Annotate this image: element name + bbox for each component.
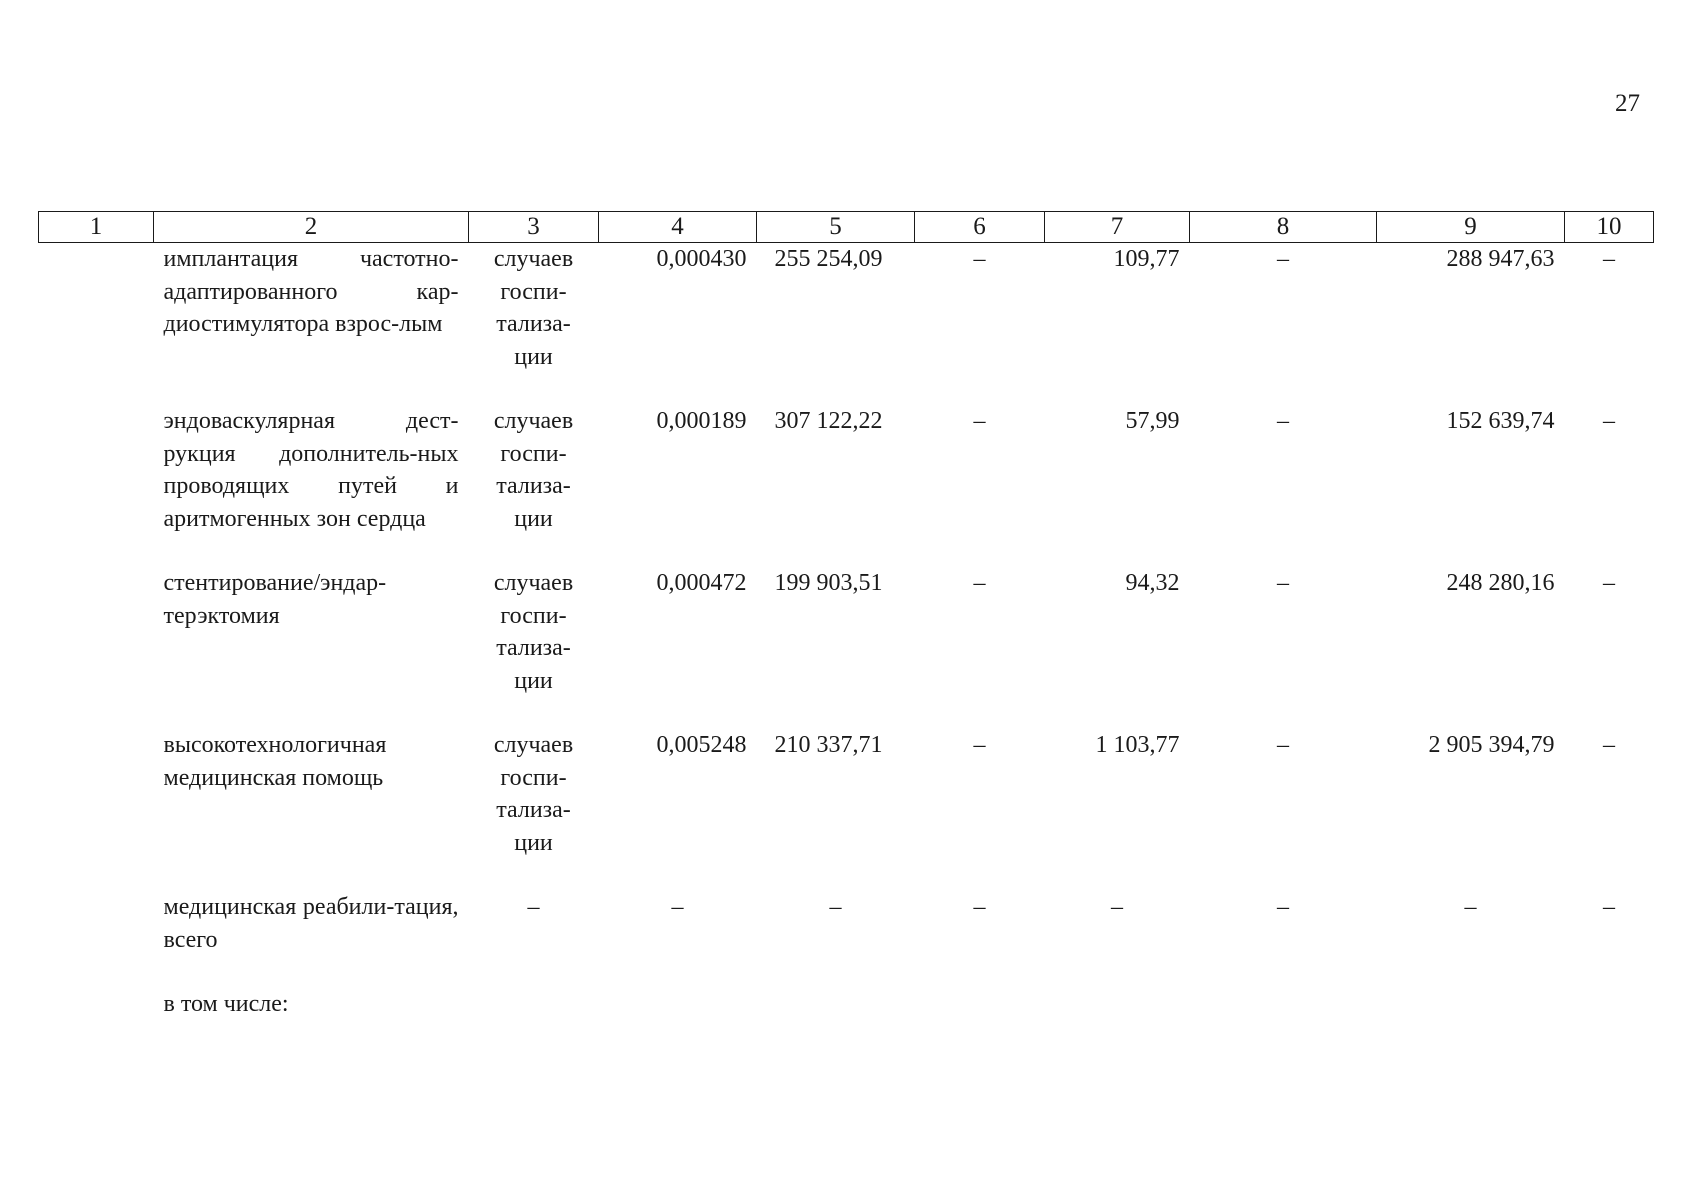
- row-col10: –: [1603, 894, 1615, 920]
- row-col8: –: [1277, 894, 1289, 920]
- row-col4: 0,005248: [656, 732, 747, 758]
- row-col10: –: [1603, 408, 1615, 434]
- header-cell-5: 5: [757, 212, 915, 243]
- table-row: [39, 243, 1654, 406]
- row-col8: –: [1277, 570, 1289, 596]
- subtotal-caption-row: [39, 988, 1654, 1021]
- header-cell-9: 9: [1377, 212, 1565, 243]
- header-cell-10: 10: [1565, 212, 1654, 243]
- row-unit: [469, 567, 599, 729]
- unit-line: тализа-: [496, 473, 571, 499]
- row-col9: –: [1464, 894, 1477, 920]
- row-empty-cell: [599, 988, 1654, 1021]
- row-col5: 210 337,71: [774, 732, 883, 758]
- unit-line: случаев: [493, 570, 574, 596]
- unit-line: госпи-: [500, 278, 567, 305]
- row-unit: [469, 243, 599, 406]
- row-col7: 109,77: [1113, 246, 1180, 272]
- unit-line: тализа-: [496, 797, 571, 823]
- row-col5: 255 254,09: [774, 246, 883, 272]
- row-col9: 288 947,63: [1446, 246, 1555, 272]
- row-col5: –: [829, 894, 842, 920]
- footer-caption: в том числе:: [163, 991, 289, 1017]
- header-cell-2: 2: [154, 212, 469, 243]
- row-col7: –: [1111, 894, 1123, 920]
- header-cell-6: 6: [915, 212, 1045, 243]
- row-col9: 2 905 394,79: [1428, 732, 1555, 758]
- row-col5: 199 903,51: [774, 570, 883, 596]
- row-col5: 307 122,22: [774, 408, 883, 434]
- row-col7: 1 103,77: [1095, 732, 1180, 758]
- unit-line: случаев: [493, 408, 574, 434]
- row-col6: –: [973, 894, 986, 920]
- unit-line: случаев: [493, 732, 574, 758]
- table-row: [39, 729, 1654, 891]
- row-empty-cell: [39, 988, 154, 1021]
- row-col8: –: [1277, 408, 1289, 434]
- unit-line: ции: [514, 667, 553, 694]
- row-col7: 94,32: [1125, 570, 1180, 596]
- header-cell-4: 4: [599, 212, 757, 243]
- row-col4: 0,000472: [656, 570, 747, 596]
- row-col4: 0,000189: [656, 408, 747, 434]
- table-row: [39, 567, 1654, 729]
- row-name: высокотехнологичная медицинская помощь: [163, 732, 387, 791]
- row-empty-cell: [39, 405, 154, 567]
- row-col7: 57,99: [1125, 408, 1180, 434]
- unit-line: ции: [514, 505, 553, 532]
- row-col6: –: [973, 732, 986, 758]
- header-cell-3: 3: [469, 212, 599, 243]
- row-name: имплантация частотно-адаптированного кар-диостимулятора взрос-лым: [163, 246, 459, 337]
- unit-line: ции: [514, 829, 553, 856]
- data-table: [38, 211, 1654, 1021]
- unit-line: ции: [514, 343, 553, 370]
- row-name: стентирование/эндар-терэктомия: [163, 570, 387, 629]
- row-name: медицинская реабили-тация, всего: [163, 894, 459, 953]
- unit-line: госпи-: [500, 764, 567, 791]
- header-cell-7: 7: [1045, 212, 1190, 243]
- row-empty-cell: [39, 891, 154, 988]
- table-row: [39, 891, 1654, 988]
- row-col6: –: [973, 408, 986, 434]
- header-cell-8: 8: [1190, 212, 1377, 243]
- unit-line: тализа-: [496, 311, 571, 337]
- row-col4: 0,000430: [656, 246, 747, 272]
- row-col10: –: [1603, 246, 1615, 272]
- row-unit: [469, 405, 599, 567]
- table-row: [39, 405, 1654, 567]
- row-col9: 248 280,16: [1446, 570, 1555, 596]
- row-empty-cell: [39, 729, 154, 891]
- header-cell-1: 1: [39, 212, 154, 243]
- unit-line: госпи-: [500, 602, 567, 629]
- unit-line: госпи-: [500, 440, 567, 467]
- header-row: [39, 212, 1654, 243]
- row-col9: 152 639,74: [1446, 408, 1555, 434]
- row-empty-cell: [39, 243, 154, 406]
- row-col8: –: [1277, 246, 1289, 272]
- row-col10: –: [1603, 732, 1615, 758]
- row-col8: –: [1277, 732, 1289, 758]
- page-number: 27: [1615, 90, 1640, 117]
- row-empty-cell: [39, 567, 154, 729]
- row-col4: –: [671, 894, 684, 920]
- unit-line: тализа-: [496, 635, 571, 661]
- row-unit: [469, 729, 599, 891]
- row-col6: –: [973, 570, 986, 596]
- row-col10: –: [1603, 570, 1615, 596]
- unit-line: случаев: [493, 246, 574, 272]
- row-name: эндоваскулярная дест-рукция дополнитель-ных проводящих путей и аритмогенных зон сердца: [163, 408, 459, 532]
- row-unit: –: [527, 894, 540, 920]
- row-col6: –: [973, 246, 986, 272]
